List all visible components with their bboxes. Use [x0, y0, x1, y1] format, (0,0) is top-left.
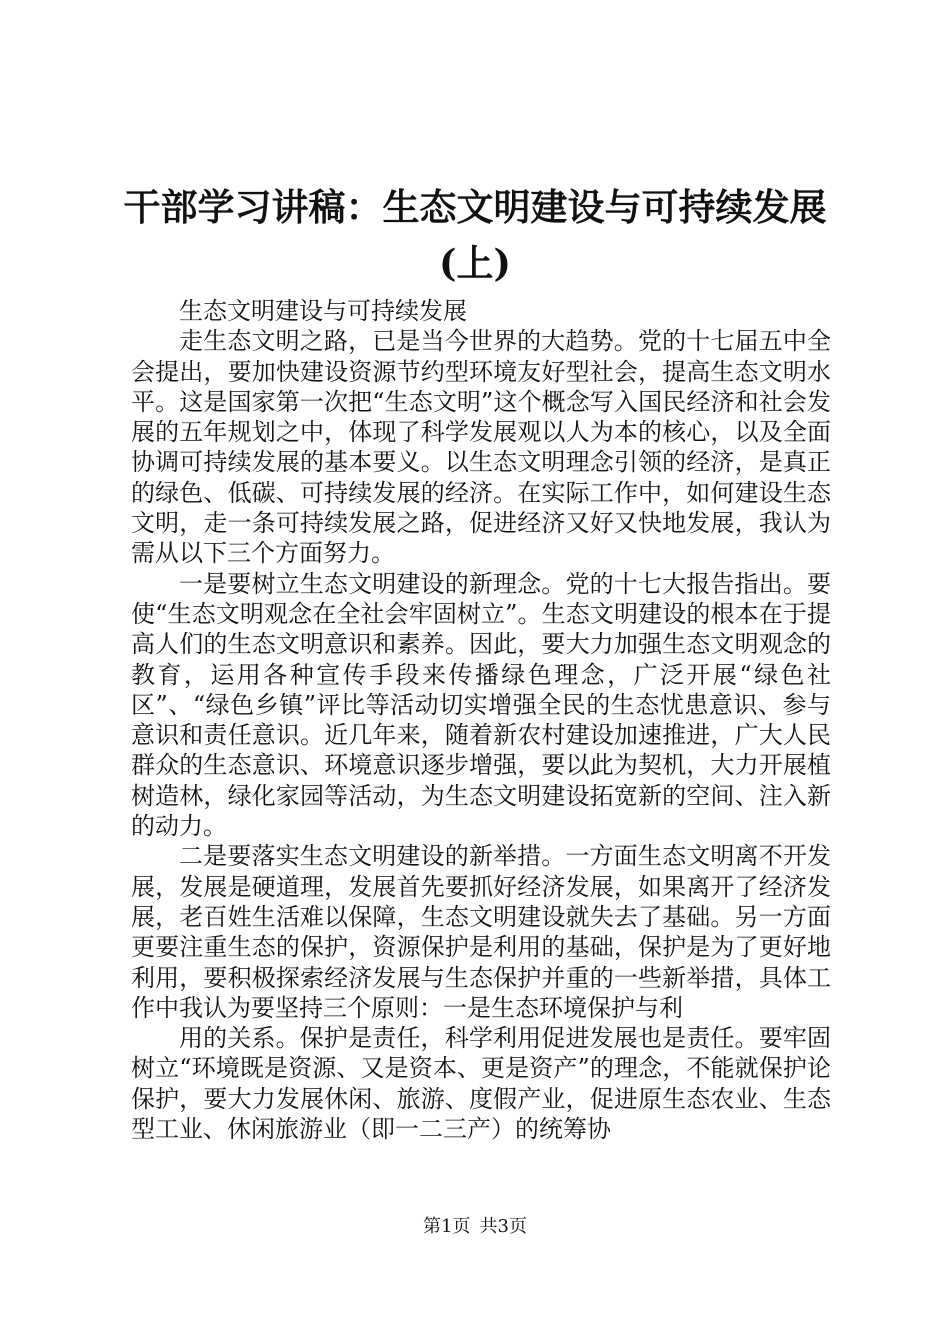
- paragraph-continuation: 用的关系。保护是责任，科学利用促进发展也是责任。要牢固树立“环境既是资源、又是资本、更是资产”的理念，不能就保护论保护，要大力发展休闲、旅游、度假产业，促进原生态农业、生态型工业、休闲旅游业（即一二三产）的统筹协: [131, 1024, 831, 1144]
- document-body: [131, 296, 831, 1144]
- page-total: 共3页: [479, 1216, 527, 1237]
- page-number: 第1页: [423, 1216, 471, 1237]
- document-title: 干部学习讲稿：生态文明建设与可持续发展: [123, 185, 827, 229]
- document-title-continuation: (上): [438, 241, 511, 285]
- page-footer: [0, 1216, 950, 1238]
- paragraph-point-two: 二是要落实生态文明建设的新举措。一方面生态文明离不开发展，发展是硬道理，发展首先要抓好经济发展，如果离开了经济发展，老百姓生活难以保障，生态文明建设就失去了基础。另一方面更要注重生态的保护，资源保护是利用的基础，保护是为了更好地利用，要积极探索经济发展与生态保护并重的一些新举措，具体工作中我认为要坚持三个原则：一是生态环境保护与利: [131, 842, 831, 1022]
- document-subtitle: 生态文明建设与可持续发展: [179, 297, 467, 325]
- paragraph-point-one: 一是要树立生态文明建设的新理念。党的十七大报告指出。要使“生态文明观念在全社会牢固树立”。生态文明建设的根本在于提高人们的生态文明意识和素养。因此，要大力加强生态文明观念的教育，运用各种宣传手段来传播绿色理念，广泛开展“绿色社区”、“绿色乡镇”评比等活动切实增强全民的生态忧患意识、参与意识和责任意识。近几年来，随着新农村建设加速推进，广大人民群众的生态意识、环境意识逐步增强，要以此为契机，大力开展植树造林，绿化家园等活动，为生态文明建设拓宽新的空间、注入新的动力。: [131, 569, 831, 841]
- paragraph-intro: 走生态文明之路，已是当今世界的大趋势。党的十七届五中全会提出，要加快建设资源节约型环境友好型社会，提高生态文明水平。这是国家第一次把“生态文明”这个概念写入国民经济和社会发展的五年规划之中，体现了科学发展观以人为本的核心，以及全面协调可持续发展的基本要义。以生态文明理念引领的经济，是真正的绿色、低碳、可持续发展的经济。在实际工作中，如何建设生态文明，走一条可持续发展之路，促进经济又好又快地发展，我认为需从以下三个方面努力。: [131, 327, 831, 568]
